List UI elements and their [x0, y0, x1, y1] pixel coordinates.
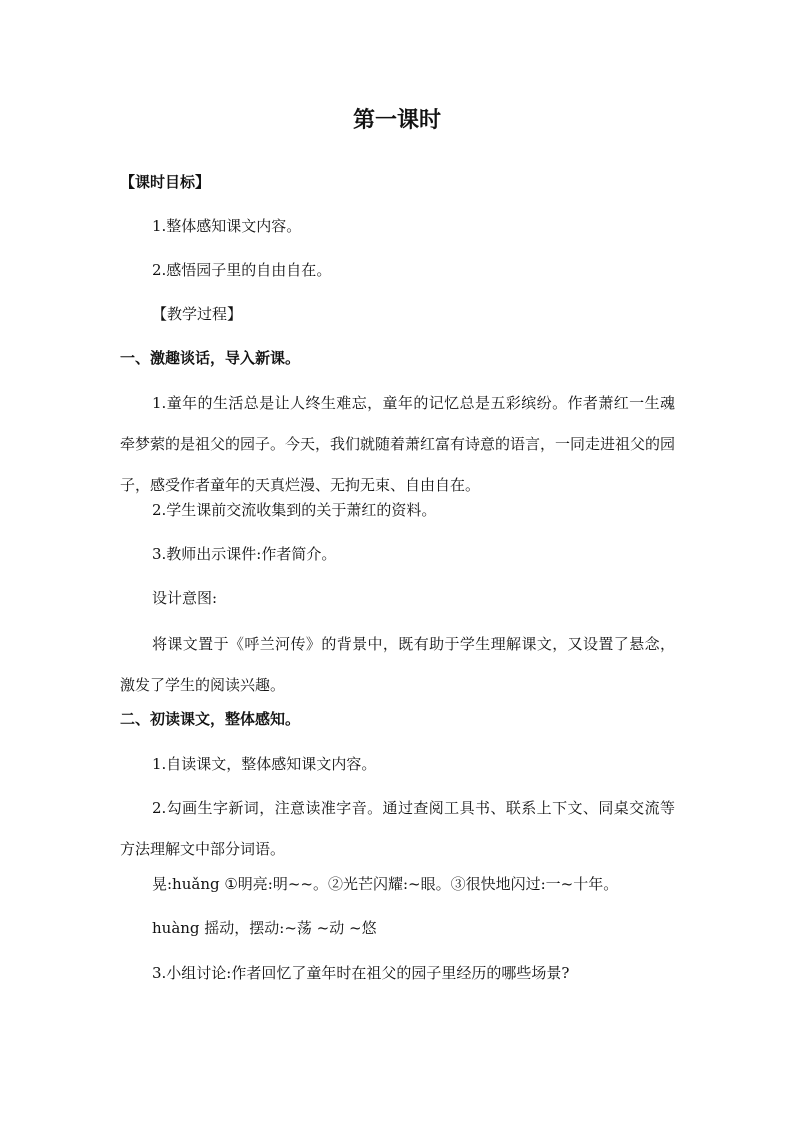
section-1-paragraph-2: 2.学生课前交流收集到的关于萧红的资料。 — [152, 501, 437, 519]
section-2-paragraph-1: 1.自读课文，整体感知课文内容。 — [152, 755, 377, 773]
section-2-paragraph-3: 3.小组讨论:作者回忆了童年时在祖父的园子里经历的哪些场景? — [152, 964, 570, 982]
section-2-paragraph-2: 2.勾画生字新词，注意读准字音。通过查阅工具书、联系上下文、同桌交流等方法理解文中部分词语。 — [120, 799, 675, 858]
design-intent-text: 将课文置于《呼兰河传》的背景中，既有助于学生理解课文，又设置了悬念，激发了学生的阅读兴趣。 — [120, 635, 675, 694]
section-1-heading: 一、激趣谈话，导入新课。 — [120, 349, 301, 367]
design-intent-label: 设计意图: — [152, 589, 218, 607]
page-title: 第一课时 — [352, 107, 441, 133]
objectives-heading: 【课时目标】 — [120, 173, 211, 191]
process-heading: 【教学过程】 — [152, 305, 243, 323]
character-definition-huang4: huàng 摇动，摆动:~荡 ~动 ~悠 — [152, 919, 377, 937]
objective-item-2: 2.感悟园子里的自由自在。 — [152, 261, 332, 279]
section-1-paragraph-1: 1.童年的生活总是让人终生难忘，童年的记忆总是五彩缤纷。作者萧红一生魂牵梦萦的是祖父的园子。今天，我们就随着萧红富有诗意的语言，一同走进祖父的园子，感受作者童年的天真烂漫、无拘无束、自由自在。 — [120, 394, 676, 494]
character-definition-huang3: 晃:huǎng ①明亮:明~~。②光芒闪耀:~眼。③很快地闪过:一~十年。 — [152, 875, 619, 893]
section-2-heading: 二、初读课文，整体感知。 — [120, 710, 301, 728]
section-1-paragraph-3: 3.教师出示课件:作者简介。 — [152, 545, 337, 563]
objective-item-1: 1.整体感知课文内容。 — [152, 217, 302, 235]
